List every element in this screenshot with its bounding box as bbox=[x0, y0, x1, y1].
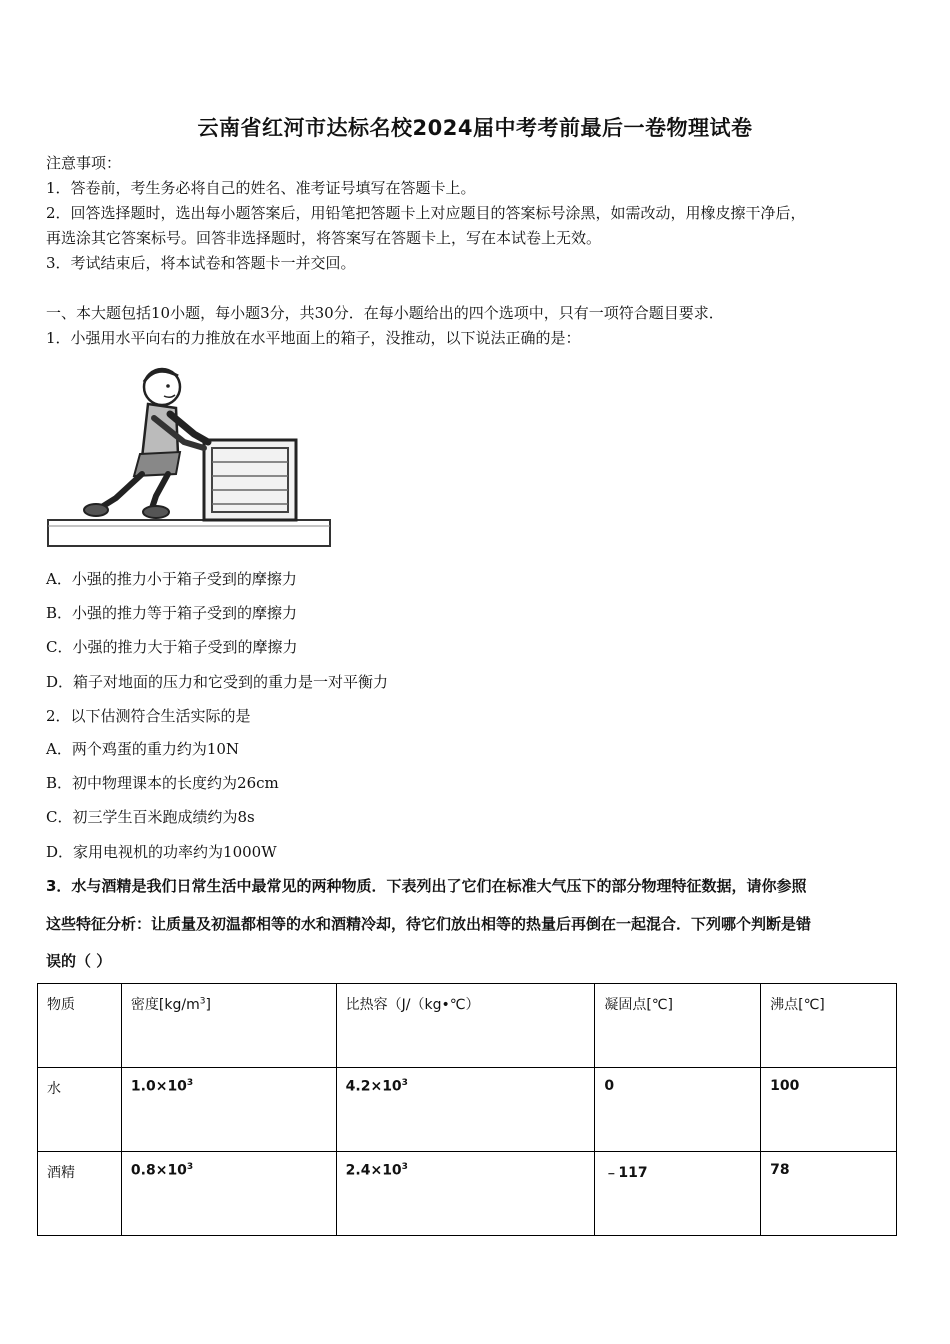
cell-heat: $4.2\times 10^3$ bbox=[336, 1068, 595, 1152]
table-header-row bbox=[38, 984, 897, 1068]
boy-pushing-box-illustration bbox=[44, 362, 334, 552]
notice-item: 再选涂其它答案标号。回答非选择题时，将答案写在答题卡上，写在本试卷上无效。 bbox=[46, 229, 602, 247]
notice-item: 2．回答选择题时，选出每小题答案后，用铅笔把答题卡上对应题目的答案标号涂黑，如需改动，用橡皮擦干净后， bbox=[46, 204, 806, 222]
question-3-stem-line: 3．水与酒精是我们日常生活中最常见的两种物质．下表列出了它们在标准大气压下的部分物理特征数据，请你参照 bbox=[46, 877, 807, 895]
q2-option-a: A．两个鸡蛋的重力约为10N bbox=[46, 740, 240, 758]
question-3-stem-line: 误的（ ） bbox=[46, 952, 112, 970]
properties-table bbox=[37, 983, 897, 1236]
q2-option-b: B．初中物理课本的长度约为26cm bbox=[46, 774, 279, 792]
table-row bbox=[38, 1152, 897, 1236]
page-title: 云南省红河市达标名校2024届中考考前最后一卷物理试卷 bbox=[197, 116, 753, 140]
header-freezing-point: 凝固点[℃] bbox=[595, 984, 761, 1068]
question-1-stem: 1．小强用水平向右的力推放在水平地面上的箱子，没推动，以下说法正确的是： bbox=[46, 329, 581, 347]
cell-heat: $2.4\times 10^3$ bbox=[336, 1152, 595, 1236]
notice-item: 3．考试结束后，将本试卷和答题卡一并交回。 bbox=[46, 254, 356, 272]
cell-name: 酒精 bbox=[38, 1152, 122, 1236]
header-density: 密度$[kg/m^3]$ bbox=[121, 984, 336, 1068]
q1-option-a: A．小强的推力小于箱子受到的摩擦力 bbox=[46, 570, 297, 588]
header-substance: 物质 bbox=[38, 984, 122, 1068]
question-3-stem-line: 这些特征分析：让质量及初温都相等的水和酒精冷却，待它们放出相等的热量后再倒在一起混合．下列哪个判断是错 bbox=[46, 915, 812, 933]
question-2-stem: 2．以下估测符合生活实际的是 bbox=[46, 707, 251, 725]
cell-name: 水 bbox=[38, 1068, 122, 1152]
header-boiling-point: 沸点[℃] bbox=[761, 984, 897, 1068]
section-heading: 一、本大题包括10小题，每小题3分，共30分．在每小题给出的四个选项中，只有一项符合题目要求． bbox=[46, 304, 724, 322]
q1-option-c: C．小强的推力大于箱子受到的摩擦力 bbox=[46, 638, 298, 656]
q1-option-b: B．小强的推力等于箱子受到的摩擦力 bbox=[46, 604, 298, 622]
header-specific-heat: 比热容（J/（kg•℃） bbox=[336, 984, 595, 1068]
cell-density: $0.8\times 10^3$ bbox=[121, 1152, 336, 1236]
cell-freeze: 0 bbox=[595, 1068, 761, 1152]
q2-option-d: D．家用电视机的功率约为1000W bbox=[46, 843, 277, 861]
q1-option-d: D．箱子对地面的压力和它受到的重力是一对平衡力 bbox=[46, 673, 389, 691]
table-row bbox=[38, 1068, 897, 1152]
cell-freeze: ﹣117 bbox=[595, 1152, 761, 1236]
notice-item: 1．答卷前，考生务必将自己的姓名、准考证号填写在答题卡上。 bbox=[46, 179, 476, 197]
notice-heading: 注意事项： bbox=[46, 154, 122, 172]
cell-boil: 100 bbox=[761, 1068, 897, 1152]
cell-boil: 78 bbox=[761, 1152, 897, 1236]
cell-density: $1.0\times 10^3$ bbox=[121, 1068, 336, 1152]
q2-option-c: C．初三学生百米跑成绩约为8s bbox=[46, 808, 255, 826]
